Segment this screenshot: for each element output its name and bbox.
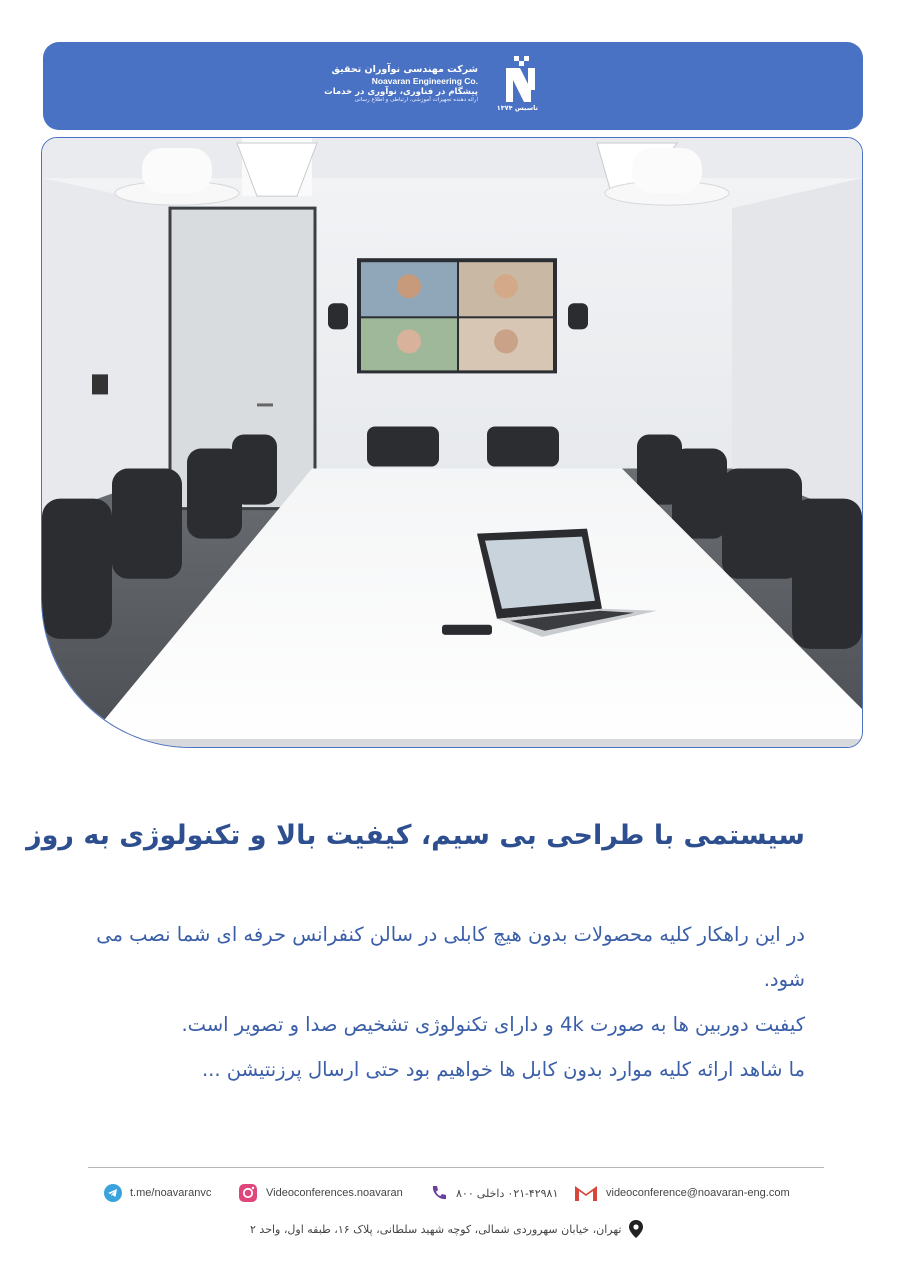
company-brand bbox=[324, 64, 478, 104]
company-name-fa: شرکت مهندسی نوآوران تحقیق bbox=[331, 64, 478, 75]
body-paragraph: کیفیت دوربین ها به صورت 4k و دارای تکنولوژی تشخیص صدا و تصویر است. bbox=[181, 1013, 805, 1036]
since-label: تاسیس ۱۳۷۴ bbox=[496, 104, 538, 112]
company-tagline: پیشگام در فناوری، نوآوری در خدمات bbox=[324, 86, 478, 97]
body-paragraph: در این راهکار کلیه محصولات بدون هیچ کابلی در سالن کنفرانس حرفه ای شما نصب می شود. bbox=[96, 923, 805, 991]
body-paragraph: ما شاهد ارائه کلیه موارد بدون کابل ها خواهیم بود حتی ارسال پرزنتیشن ... bbox=[201, 1058, 805, 1081]
telegram-contact[interactable] bbox=[104, 1180, 211, 1206]
location-pin-icon bbox=[629, 1220, 643, 1238]
instagram-icon bbox=[238, 1183, 258, 1203]
company-subtagline: ارائه دهنده تجهیزات آموزشی، ارتباطی و اطلاع رسانی bbox=[354, 97, 478, 104]
phone-contact[interactable] bbox=[430, 1180, 558, 1206]
telegram-link[interactable]: t.me/noavaranvc bbox=[130, 1187, 212, 1199]
email-address[interactable]: videoconference@noavaran-eng.com bbox=[606, 1187, 790, 1199]
telegram-icon bbox=[104, 1184, 122, 1202]
gmail-icon bbox=[574, 1184, 598, 1202]
contact-bar bbox=[100, 1180, 812, 1206]
phone-number[interactable]: ۰۲۱-۴۲۹۸۱ داخلی ۸۰۰ bbox=[456, 1187, 559, 1200]
instagram-contact[interactable] bbox=[238, 1180, 403, 1206]
conference-room-illustration bbox=[42, 138, 862, 747]
company-name-en: Noavaran Engineering Co. bbox=[371, 75, 478, 86]
address-line bbox=[250, 1218, 643, 1240]
phone-icon bbox=[430, 1184, 448, 1202]
conference-room-photo bbox=[41, 137, 863, 748]
header-banner bbox=[43, 42, 863, 130]
body-text bbox=[85, 912, 805, 1092]
instagram-handle[interactable]: Videoconferences.noavaran bbox=[266, 1187, 403, 1199]
address-text: تهران، خیابان سهروردی شمالی، کوچه شهید سلطانی، پلاک ۱۶، طبقه اول، واحد ۲ bbox=[250, 1222, 622, 1236]
email-contact[interactable] bbox=[574, 1180, 790, 1206]
footer-divider bbox=[88, 1167, 824, 1168]
headline: سیستمی با طراحی بی سیم، کیفیت بالا و تکنولوژی به روز bbox=[26, 820, 805, 851]
